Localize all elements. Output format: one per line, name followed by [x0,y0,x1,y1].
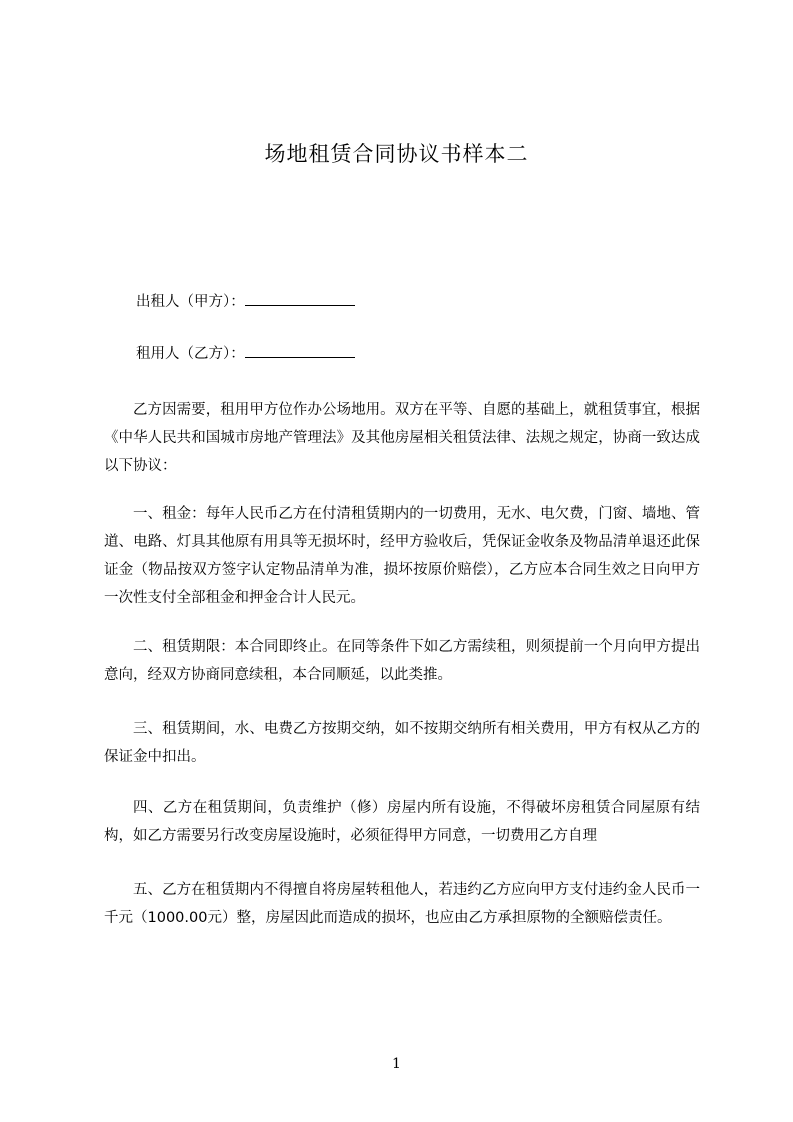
document-title: 场地租赁合同协议书样本二 [264,142,529,166]
lessor-blank-line [245,293,355,306]
preamble-paragraph: 乙方因需要，租用甲方位作办公场地用。双方在平等、自愿的基础上，就租赁事宜，根据《中华人民共和国城市房地产管理法》及其他房屋相关租赁法律、法规之规定，协商一致达成以下协议： [104,402,700,474]
clause-rent-paragraph: 一、租金：每年人民币乙方在付清租赁期内的一切费用，无水、电欠费，门窗、墙地、管道、电路、灯具其他原有用具等无损坏时，经甲方验收后，凭保证金收条及物品清单退还此保证金（物品按双方签字认定物品清单为准，损坏按原价赔偿），乙方应本合同生效之日向甲方一次性支付全部租金和押金合计人民元。 [104,506,700,606]
lessee-label: 租用人（乙方）： [136,346,245,362]
clause-utilities-paragraph: 三、租赁期间，水、电费乙方按期交纳，如不按期交纳所有相关费用，甲方有权从乙方的保证金中扣出。 [104,721,700,765]
clause-maintenance-paragraph: 四、乙方在租赁期间，负责维护（修）房屋内所有设施，不得破坏房租赁合同屋原有结构，如乙方需要另行改变房屋设施时，必须征得甲方同意，一切费用乙方自理 [104,800,700,844]
page-number: 1 [392,1056,401,1072]
clause-sublease-paragraph: 五、乙方在租赁期内不得擅自将房屋转租他人，若违约乙方应向甲方支付违约金人民币一千元（1000.00元）整，房屋因此而造成的损坏，也应由乙方承担原物的全额赔偿责任。 [104,882,700,926]
lessee-blank-line [245,345,355,358]
lessor-label: 出租人（甲方）： [136,294,245,310]
lessee-field [136,344,355,364]
clause-term-paragraph: 二、租赁期限：本合同即终止。在同等条件下如乙方需续租，则须提前一个月向甲方提出意向，经双方协商同意续租，本合同顺延，以此类推。 [104,639,700,683]
lessor-field [136,292,355,312]
